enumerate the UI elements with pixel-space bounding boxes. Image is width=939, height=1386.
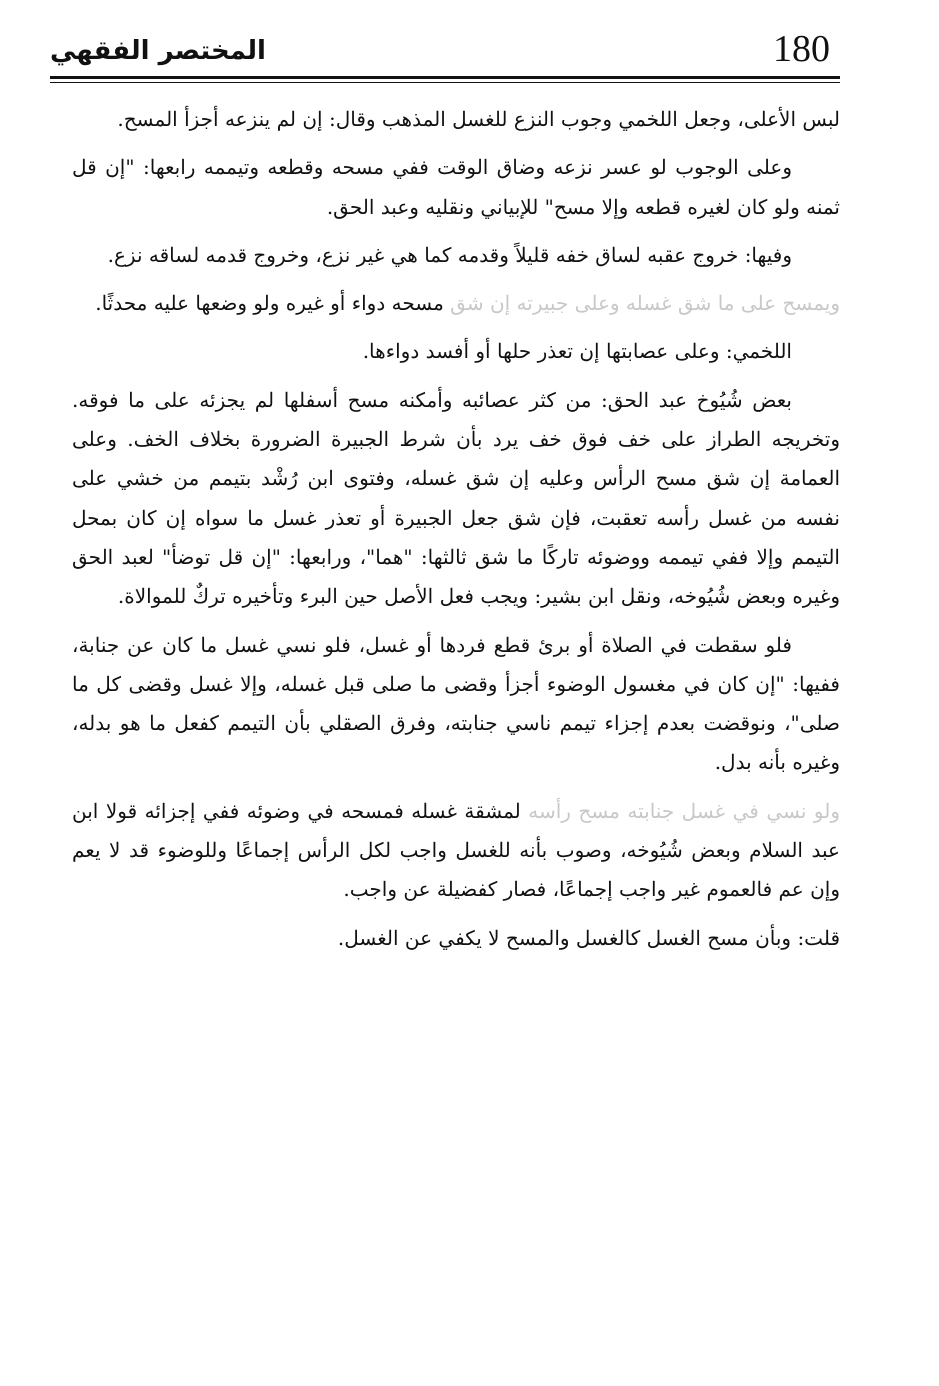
faded-text: ولو نسي في غسل جنابته مسح رأسه [528, 798, 840, 823]
paragraph-6 [72, 381, 840, 617]
faded-text: ويمسح على ما شق غسله وعلى جبيرته إن شق [450, 291, 840, 316]
paragraph-text: مسحه دواء أو غيره ولو وضعها عليه محدثًا. [95, 291, 451, 316]
paragraph-text: وفيها: خروج عقبه لساق خفه قليلاً وقدمه كما هي غير نزع، وخروج قدمه لساقه نزع. [107, 242, 792, 267]
paragraph-1 [72, 100, 840, 139]
header-rule [50, 76, 840, 79]
paragraph-text: قلت: وبأن مسح الغسل كالغسل والمسح لا يكفي عن الغسل. [337, 925, 840, 950]
header-rule-thin [50, 82, 840, 83]
paragraph-text: بعض شُيُوخ عبد الحق: من كثر عصائبه وأمكنه مسح أسفلها لم يجزئه على ما فوقه. وتخريجه الطراز على خف فوق خف يرد بأن شرط الجبيرة الضرورة بخلاف الخف. وعلى العمامة إن شق مسح الرأس وعليه إن شق غسله، وفتوى ابن رُشْد بتيمم من خشي على نفسه من غسل رأسه تعقبت، فإن شق جعل الجبيرة أو تعذر غسل ما سواه إن كان بمحل التيمم وإلا ففي تيممه ووضوئه تاركًا ما شق ثالثها: "هما"، ورابعها: "إن قل توضأ" لعبد الحق وغيره وبعض شُيُوخه، ونقل ابن بشير: ويجب فعل الأصل حين البرء وتأخيره تركٌ للموالاة. [72, 387, 840, 609]
paragraph-7 [72, 626, 840, 783]
paragraph-5 [72, 332, 840, 371]
page-number: 180 [773, 28, 830, 70]
paragraph-9 [72, 919, 840, 958]
body-text [72, 100, 840, 967]
paragraph-text: اللخمي: وعلى عصابتها إن تعذر حلها أو أفسد دواءها. [362, 339, 792, 364]
paragraph-8 [72, 792, 840, 910]
paragraph-text: لبس الأعلى، وجعل اللخمي وجوب النزع للغسل المذهب وقال: إن لم ينزعه أجزأ المسح. [117, 107, 840, 131]
paragraph-3 [72, 236, 840, 275]
paragraph-2 [72, 148, 840, 227]
paragraph-text: لمشقة غسله فمسحه في وضوئه ففي إجزائه قولا ابن عبد السلام وبعض شُيُوخه، وصوب بأنه للغسل واجب لكل الرأس إجماعًا وللوضوء قد لا يعم وإن عم فالعموم غير واجب إجماعًا، فصار كفضيلة عن واجب. [72, 798, 840, 902]
paragraph-text: وعلى الوجوب لو عسر نزعه وضاق الوقت ففي مسحه وقطعه وتيممه رابعها: "إن قل ثمنه ولو كان لغيره قطعه وإلا مسح" للإبياني ونقليه وعبد الحق. [72, 155, 840, 219]
paragraph-4 [72, 284, 840, 323]
running-title: المختصر الفقهي [50, 36, 266, 66]
paragraph-text: فلو سقطت في الصلاة أو برئ قطع فردها أو غسل، فلو نسي غسل ما كان عن جنابة، ففيها: "إن كان في مغسول الوضوء أجزأ وقضى ما صلى قبل غسله، وإلا غسل وقضى كل ما صلى"، ونوقضت بعدم إجزاء تيمم ناسي جنابته، وفرق الصقلي بأن التيمم كفعل ما هو بدله، وغيره بأنه بدل. [72, 632, 840, 775]
